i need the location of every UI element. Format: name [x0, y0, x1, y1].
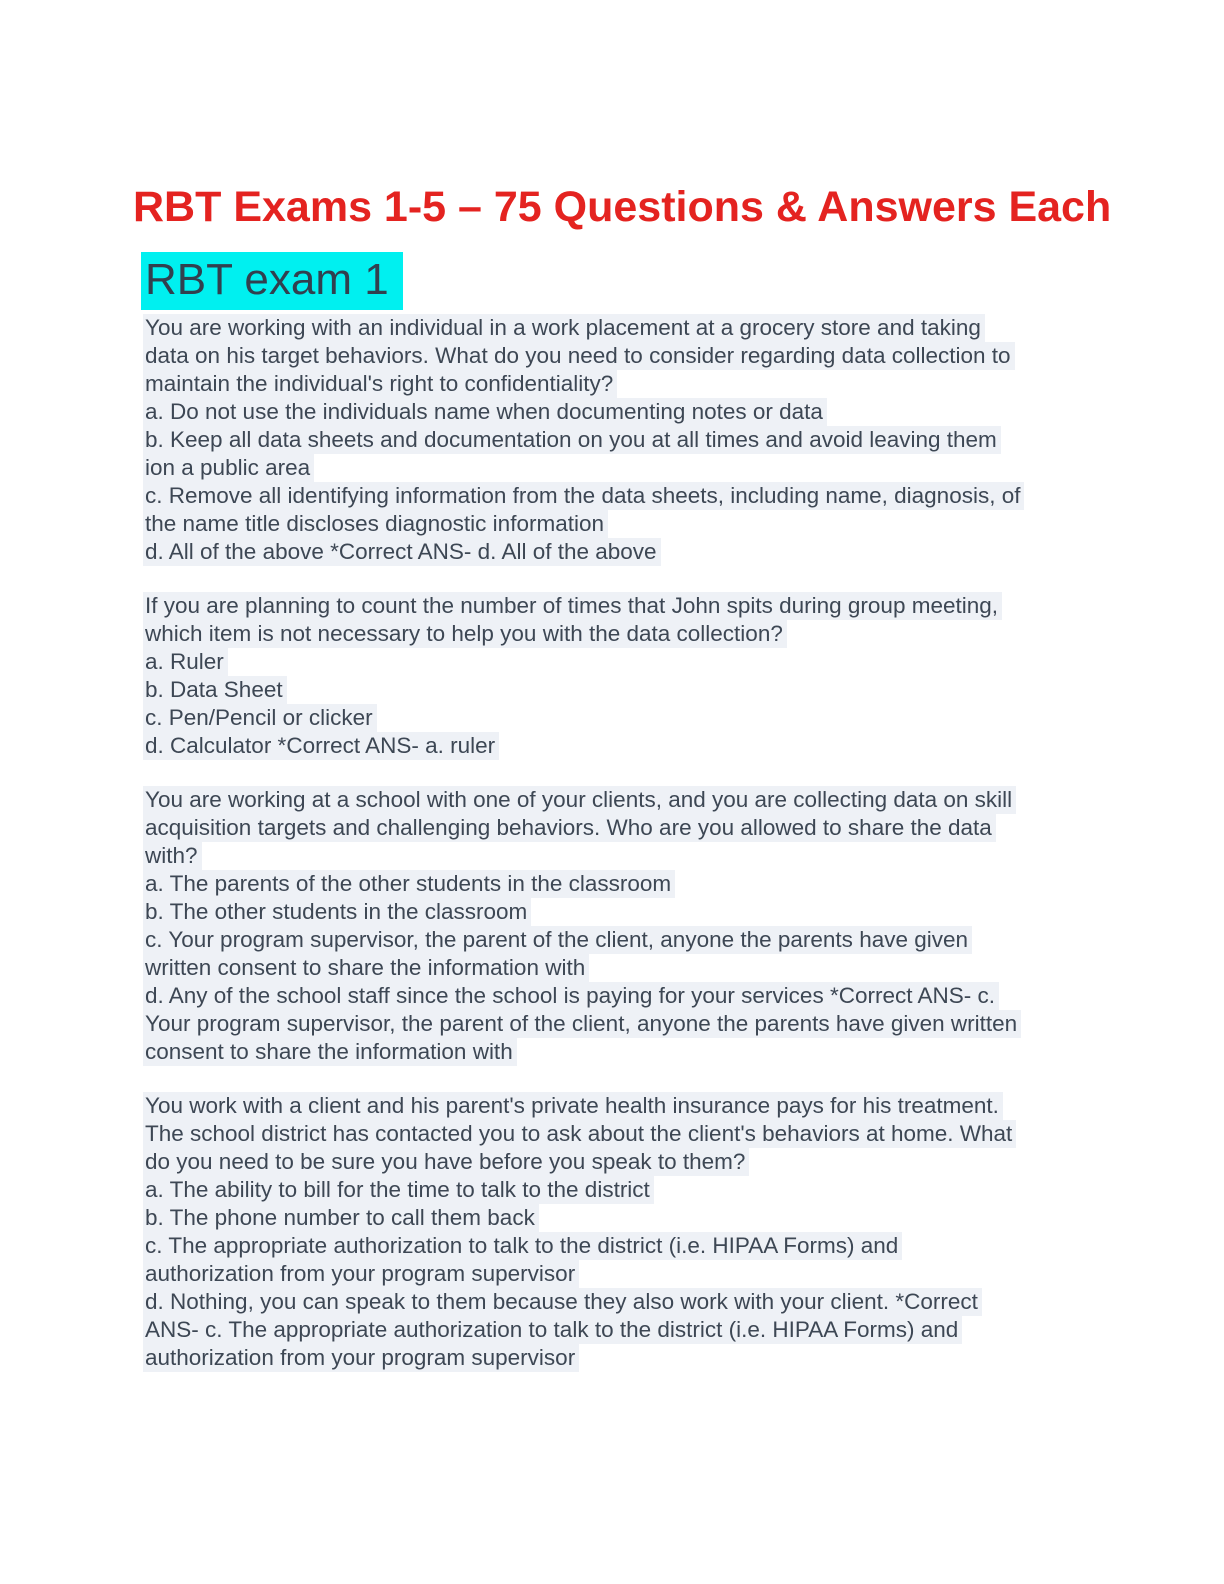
- highlighted-text: b. Data Sheet: [143, 676, 287, 704]
- highlighted-text: maintain the individual's right to confidentiality?: [143, 370, 617, 398]
- highlighted-text: c. Remove all identifying information from the data sheets, including name, diagnosis, of: [143, 482, 1024, 510]
- text-line: [145, 1010, 1164, 1038]
- highlighted-text: a. The parents of the other students in the classroom: [143, 870, 675, 898]
- text-line: [145, 342, 1164, 370]
- highlighted-text: b. The other students in the classroom: [143, 898, 531, 926]
- highlighted-text: authorization from your program supervisor: [143, 1344, 579, 1372]
- text-line: [145, 454, 1164, 482]
- highlighted-text: d. All of the above *Correct ANS- d. All of the above: [143, 538, 661, 566]
- text-line: [145, 1120, 1164, 1148]
- text-line: [145, 314, 1164, 342]
- highlighted-text: b. Keep all data sheets and documentation on you at all times and avoid leaving them: [143, 426, 1001, 454]
- highlighted-text: Your program supervisor, the parent of the client, anyone the parents have given written: [143, 1010, 1021, 1038]
- text-line: [145, 1232, 1164, 1260]
- highlighted-text: a. The ability to bill for the time to talk to the district: [143, 1176, 654, 1204]
- text-line: [145, 1260, 1164, 1288]
- text-line: [145, 704, 1164, 732]
- text-line: [145, 620, 1164, 648]
- text-line: [145, 1344, 1164, 1372]
- text-line: [145, 592, 1164, 620]
- question-block: [145, 786, 1164, 1066]
- highlighted-text: You work with a client and his parent's private health insurance pays for his treatment.: [143, 1092, 1003, 1120]
- highlighted-text: written consent to share the information with: [143, 954, 589, 982]
- highlighted-text: acquisition targets and challenging behaviors. Who are you allowed to share the data: [143, 814, 996, 842]
- text-line: [145, 870, 1164, 898]
- highlighted-text: the name title discloses diagnostic information: [143, 510, 608, 538]
- highlighted-text: a. Do not use the individuals name when documenting notes or data: [143, 398, 827, 426]
- text-line: [145, 954, 1164, 982]
- text-line: [145, 370, 1164, 398]
- section-heading: RBT exam 1: [141, 252, 403, 310]
- text-line: [145, 1038, 1164, 1066]
- text-line: [145, 676, 1164, 704]
- highlighted-text: do you need to be sure you have before you speak to them?: [143, 1148, 749, 1176]
- text-line: [145, 1204, 1164, 1232]
- highlighted-text: which item is not necessary to help you with the data collection?: [143, 620, 787, 648]
- text-line: [145, 482, 1164, 510]
- text-line: [145, 814, 1164, 842]
- highlighted-text: c. Your program supervisor, the parent of the client, anyone the parents have given: [143, 926, 972, 954]
- highlighted-text: d. Any of the school staff since the school is paying for your services *Correct ANS- c.: [143, 982, 999, 1010]
- highlighted-text: a. Ruler: [143, 648, 228, 676]
- text-line: [145, 426, 1164, 454]
- highlighted-text: You are working with an individual in a work placement at a grocery store and taking: [143, 314, 985, 342]
- text-line: [145, 898, 1164, 926]
- highlighted-text: d. Nothing, you can speak to them because they also work with your client. *Correct: [143, 1288, 982, 1316]
- highlighted-text: If you are planning to count the number of times that John spits during group meeting,: [143, 592, 1002, 620]
- highlighted-text: consent to share the information with: [143, 1038, 517, 1066]
- highlighted-text: ANS- c. The appropriate authorization to talk to the district (i.e. HIPAA Forms) and: [143, 1316, 962, 1344]
- text-line: [145, 1092, 1164, 1120]
- page-title: RBT Exams 1-5 – 75 Questions & Answers Each: [133, 183, 1112, 231]
- text-line: [145, 1288, 1164, 1316]
- question-block: [145, 592, 1164, 760]
- text-line: [145, 1176, 1164, 1204]
- highlighted-text: b. The phone number to call them back: [143, 1204, 539, 1232]
- question-block: [145, 1092, 1164, 1372]
- highlighted-text: The school district has contacted you to ask about the client's behaviors at home. What: [143, 1120, 1016, 1148]
- highlighted-text: d. Calculator *Correct ANS- a. ruler: [143, 732, 499, 760]
- text-line: [145, 1148, 1164, 1176]
- text-line: [145, 786, 1164, 814]
- text-line: [145, 510, 1164, 538]
- highlighted-text: ion a public area: [143, 454, 314, 482]
- text-line: [145, 982, 1164, 1010]
- text-line: [145, 538, 1164, 566]
- question-block: [145, 314, 1164, 566]
- highlighted-text: c. The appropriate authorization to talk to the district (i.e. HIPAA Forms) and: [143, 1232, 902, 1260]
- text-line: [145, 842, 1164, 870]
- text-line: [145, 648, 1164, 676]
- highlighted-text: with?: [143, 842, 202, 870]
- highlighted-text: data on his target behaviors. What do you need to consider regarding data collection to: [143, 342, 1015, 370]
- highlighted-text: authorization from your program supervisor: [143, 1260, 579, 1288]
- text-line: [145, 926, 1164, 954]
- section-heading-row: [141, 252, 1164, 310]
- text-line: [145, 398, 1164, 426]
- highlighted-text: c. Pen/Pencil or clicker: [143, 704, 377, 732]
- text-line: [145, 1316, 1164, 1344]
- questions: [145, 314, 1164, 1372]
- text-line: [145, 732, 1164, 760]
- highlighted-text: You are working at a school with one of your clients, and you are collecting data on skill: [143, 786, 1016, 814]
